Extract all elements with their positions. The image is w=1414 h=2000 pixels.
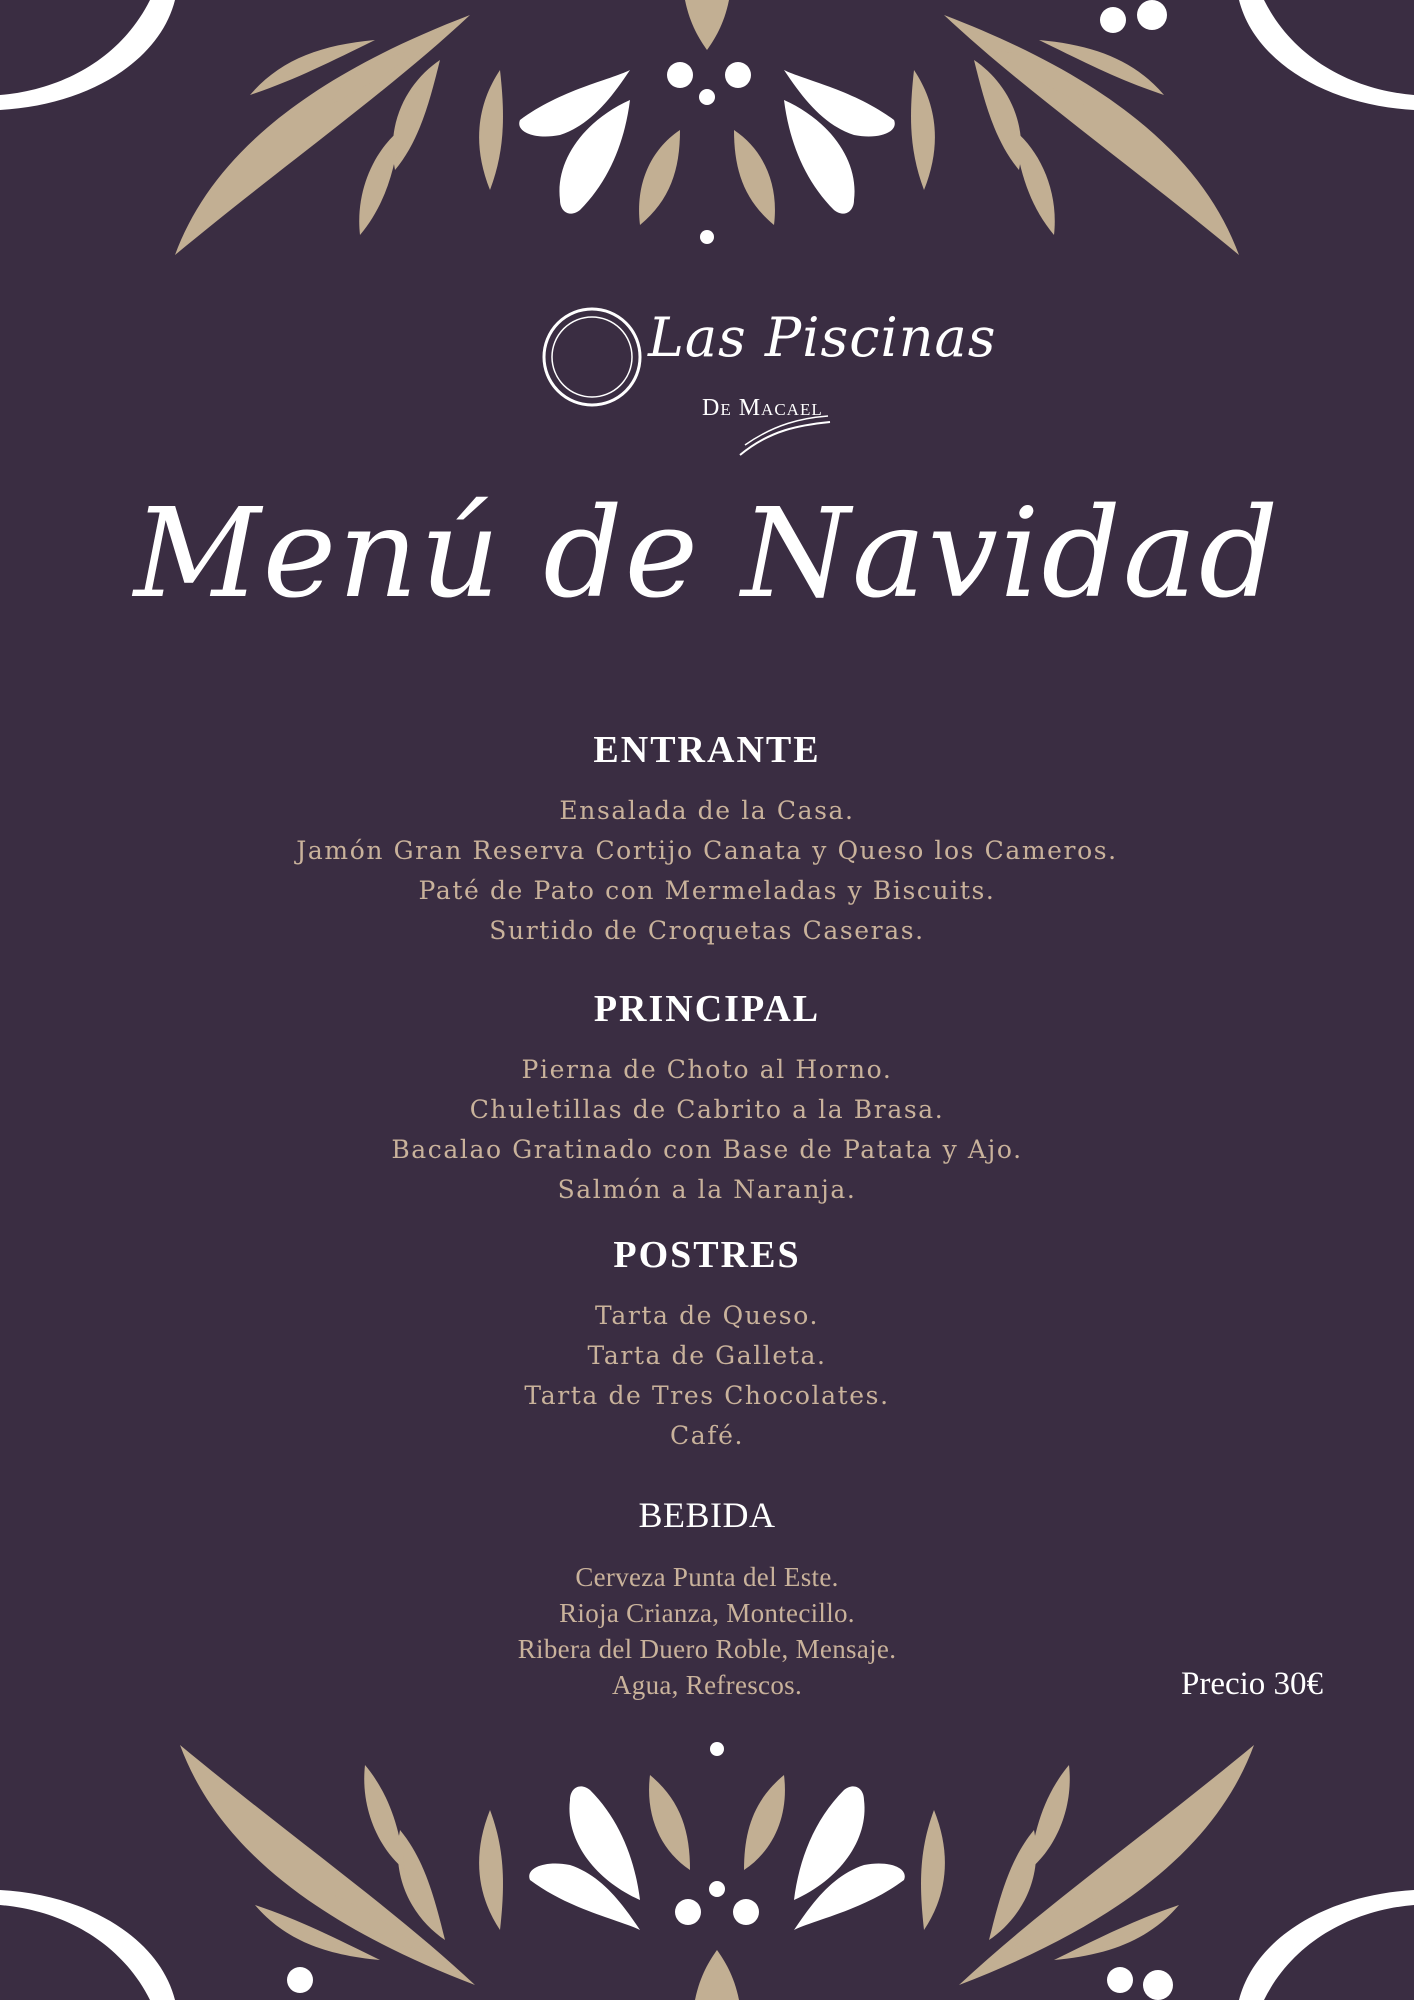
menu-item: Salmón a la Naranja. — [557, 1175, 857, 1204]
menu-item: Ribera del Duero Roble, Mensaje. — [517, 1634, 897, 1664]
gold-leaf-spray-right — [921, 1745, 1254, 1985]
section-item-list — [0, 1296, 1414, 1456]
menu-item: Paté de Pato con Mermeladas y Biscuits. — [418, 876, 996, 905]
white-corner-swirl-right — [1239, 0, 1414, 110]
white-corner-swirl-left — [0, 0, 175, 110]
gold-leaf-spray-left — [180, 1745, 503, 1985]
center-droplet-motif — [519, 0, 1167, 244]
white-corner-swirl-right — [1239, 1890, 1414, 2000]
menu-item: Cerveza Punta del Este. — [575, 1562, 839, 1592]
menu-item: Chuletillas de Cabrito a la Brasa. — [469, 1095, 945, 1124]
section-heading: POSTRES — [613, 1234, 801, 1276]
menu-item: Tarta de Galleta. — [587, 1341, 827, 1370]
gold-leaf-spray-left — [175, 15, 503, 255]
menu-item: Rioja Crianza, Montecillo. — [559, 1598, 855, 1628]
menu-item: Agua, Refrescos. — [612, 1670, 802, 1700]
menu-item: Bacalao Gratinado con Base de Patata y Ajo. — [391, 1135, 1023, 1164]
section-item-list — [0, 791, 1414, 951]
menu-item: Jamón Gran Reserva Cortijo Canata y Queso los Cameros. — [296, 836, 1118, 865]
section-principal — [0, 990, 1414, 1210]
price-label: Precio 30€ — [1181, 1666, 1324, 1702]
bottom-floral-ornament — [0, 1740, 1414, 2000]
section-heading: PRINCIPAL — [593, 988, 821, 1030]
section-entrante — [0, 731, 1414, 951]
menu-item: Surtido de Croquetas Caseras. — [489, 916, 925, 945]
white-corner-swirl-left — [0, 1890, 175, 2000]
menu-item: Tarta de Tres Chocolates. — [524, 1381, 890, 1410]
top-floral-ornament — [0, 0, 1414, 260]
section-heading: BEBIDA — [638, 1495, 776, 1535]
logo-wordmark: Las Piscinas — [648, 306, 997, 369]
menu-item: Ensalada de la Casa. — [559, 796, 855, 825]
gold-leaf-spray-right — [911, 15, 1239, 255]
section-heading: ENTRANTE — [593, 729, 821, 771]
section-item-list — [0, 1050, 1414, 1210]
menu-title: Menú de Navidad — [133, 482, 1281, 626]
menu-item: Tarta de Queso. — [594, 1301, 819, 1330]
section-postres — [0, 1236, 1414, 1456]
restaurant-logo — [530, 300, 997, 470]
menu-item: Café. — [669, 1421, 745, 1450]
logo-subtitle: De Macael — [702, 395, 823, 421]
menu-item: Pierna de Choto al Horno. — [521, 1055, 893, 1084]
